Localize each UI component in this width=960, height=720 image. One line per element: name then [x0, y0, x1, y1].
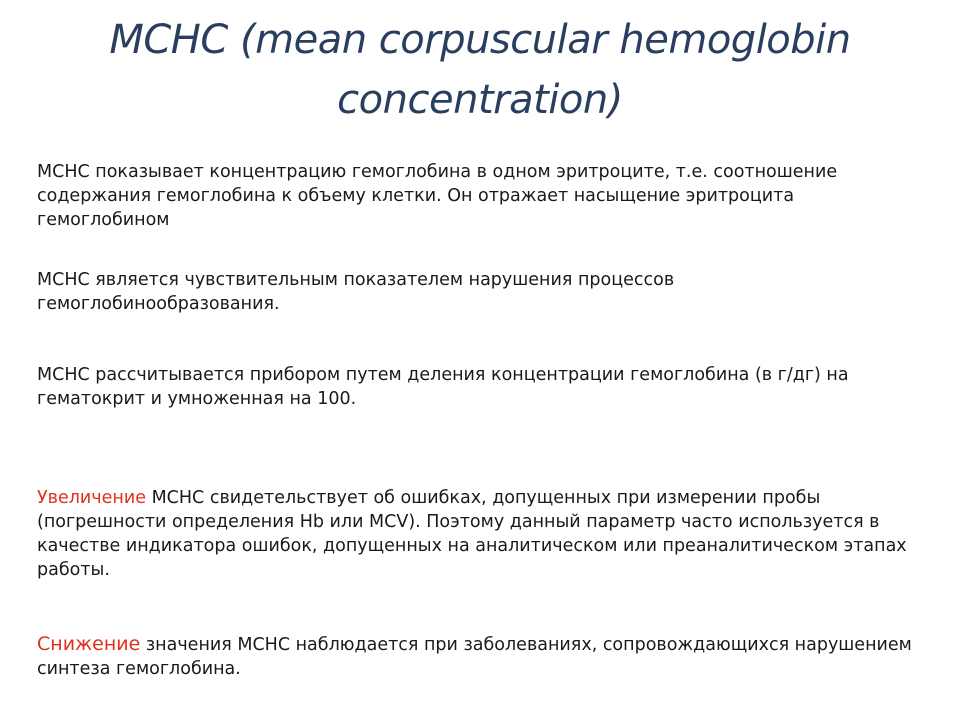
paragraph-decrease [37, 632, 917, 681]
paragraph-text: МСНС показывает концентрацию гемоглобина в одном эритроците, т.е. соотношение содержания гемоглобина к объему клетки. Он отражает насыщение эритроцита гемоглобином [37, 162, 838, 230]
paragraph-increase [37, 486, 917, 582]
slide-title: MCHC (mean corpuscular hemoglobin concentration) [109, 17, 851, 123]
highlight-decrease: Снижение [37, 633, 141, 655]
paragraph-text: МСНС свидетельствует об ошибках, допущенных при измерении пробы (погрешности определения Hb или MCV). Поэтому данный параметр часто используется в качестве индикатора ошибок, допущенных на аналитическом или преаналитическом этапах работы. [37, 488, 907, 580]
paragraph-calculation [37, 363, 917, 411]
paragraph-sensitivity [37, 268, 917, 316]
paragraph-text: МСНС рассчитывается прибором путем деления концентрации гемоглобина (в г/дг) на гематокрит и умноженная на 100. [37, 365, 849, 409]
paragraph-text: МСНС является чувствительным показателем нарушения процессов гемоглобинообразования. [37, 270, 675, 314]
highlight-increase: Увеличение [37, 488, 146, 508]
paragraph-text: значения МСНС наблюдается при заболеваниях, сопровождающихся нарушением синтеза гемоглобина. [37, 635, 912, 679]
paragraph-definition [37, 160, 917, 232]
